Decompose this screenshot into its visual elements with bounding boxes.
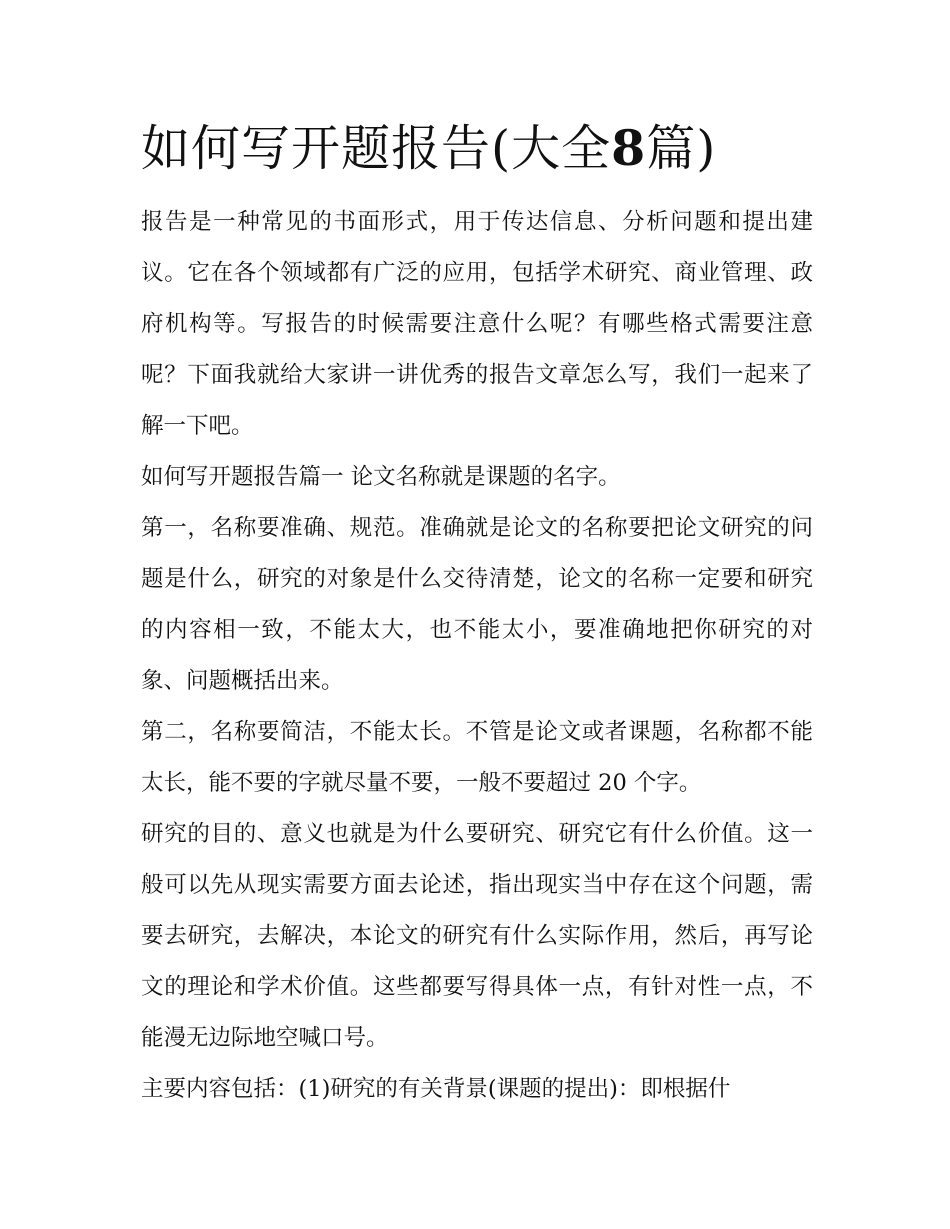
section-one-heading-paragraph: 如何写开题报告篇一 论文名称就是课题的名字。 <box>141 464 621 490</box>
naming-accuracy-paragraph: 第一，名称要准确、规范。准确就是论文的名称要把论文研究的问题是什么，研究的对象是什么交待清楚，论文的名称一定要和研究的内容相一致，不能太大，也不能太小，要准确地把你研究的对象、问题概括出来。 <box>141 515 813 694</box>
title-suffix: 篇) <box>646 120 717 177</box>
document-title <box>141 112 813 185</box>
intro-paragraph: 报告是一种常见的书面形式，用于传达信息、分析问题和提出建议。它在各个领域都有广泛的应用，包括学术研究、商业管理、政府机构等。写报告的时候需要注意什么呢？有哪些格式需要注意呢？下面我就给大家讲一讲优秀的报告文章怎么写，我们一起来了解一下吧。 <box>141 209 813 439</box>
document-page <box>141 112 813 1115</box>
title-prefix: 如何写开题报告(大全 <box>141 120 612 177</box>
title-number: 8 <box>611 119 647 177</box>
naming-brevity-paragraph: 第二，名称要简洁，不能太长。不管是论文或者课题，名称都不能太长，能不要的字就尽量不要，一般不要超过 20 个字。 <box>141 719 813 796</box>
main-content-paragraph: 主要内容包括：(1)研究的有关背景(课题的提出)：即根据什 <box>141 1076 731 1102</box>
purpose-significance-paragraph: 研究的目的、意义也就是为什么要研究、研究它有什么价值。这一般可以先从现实需要方面去论述，指出现实当中存在这个问题，需要去研究，去解决，本论文的研究有什么实际作用，然后，再写论文的理论和学术价值。这些都要写得具体一点，有针对性一点，不能漫无边际地空喊口号。 <box>141 821 813 1051</box>
